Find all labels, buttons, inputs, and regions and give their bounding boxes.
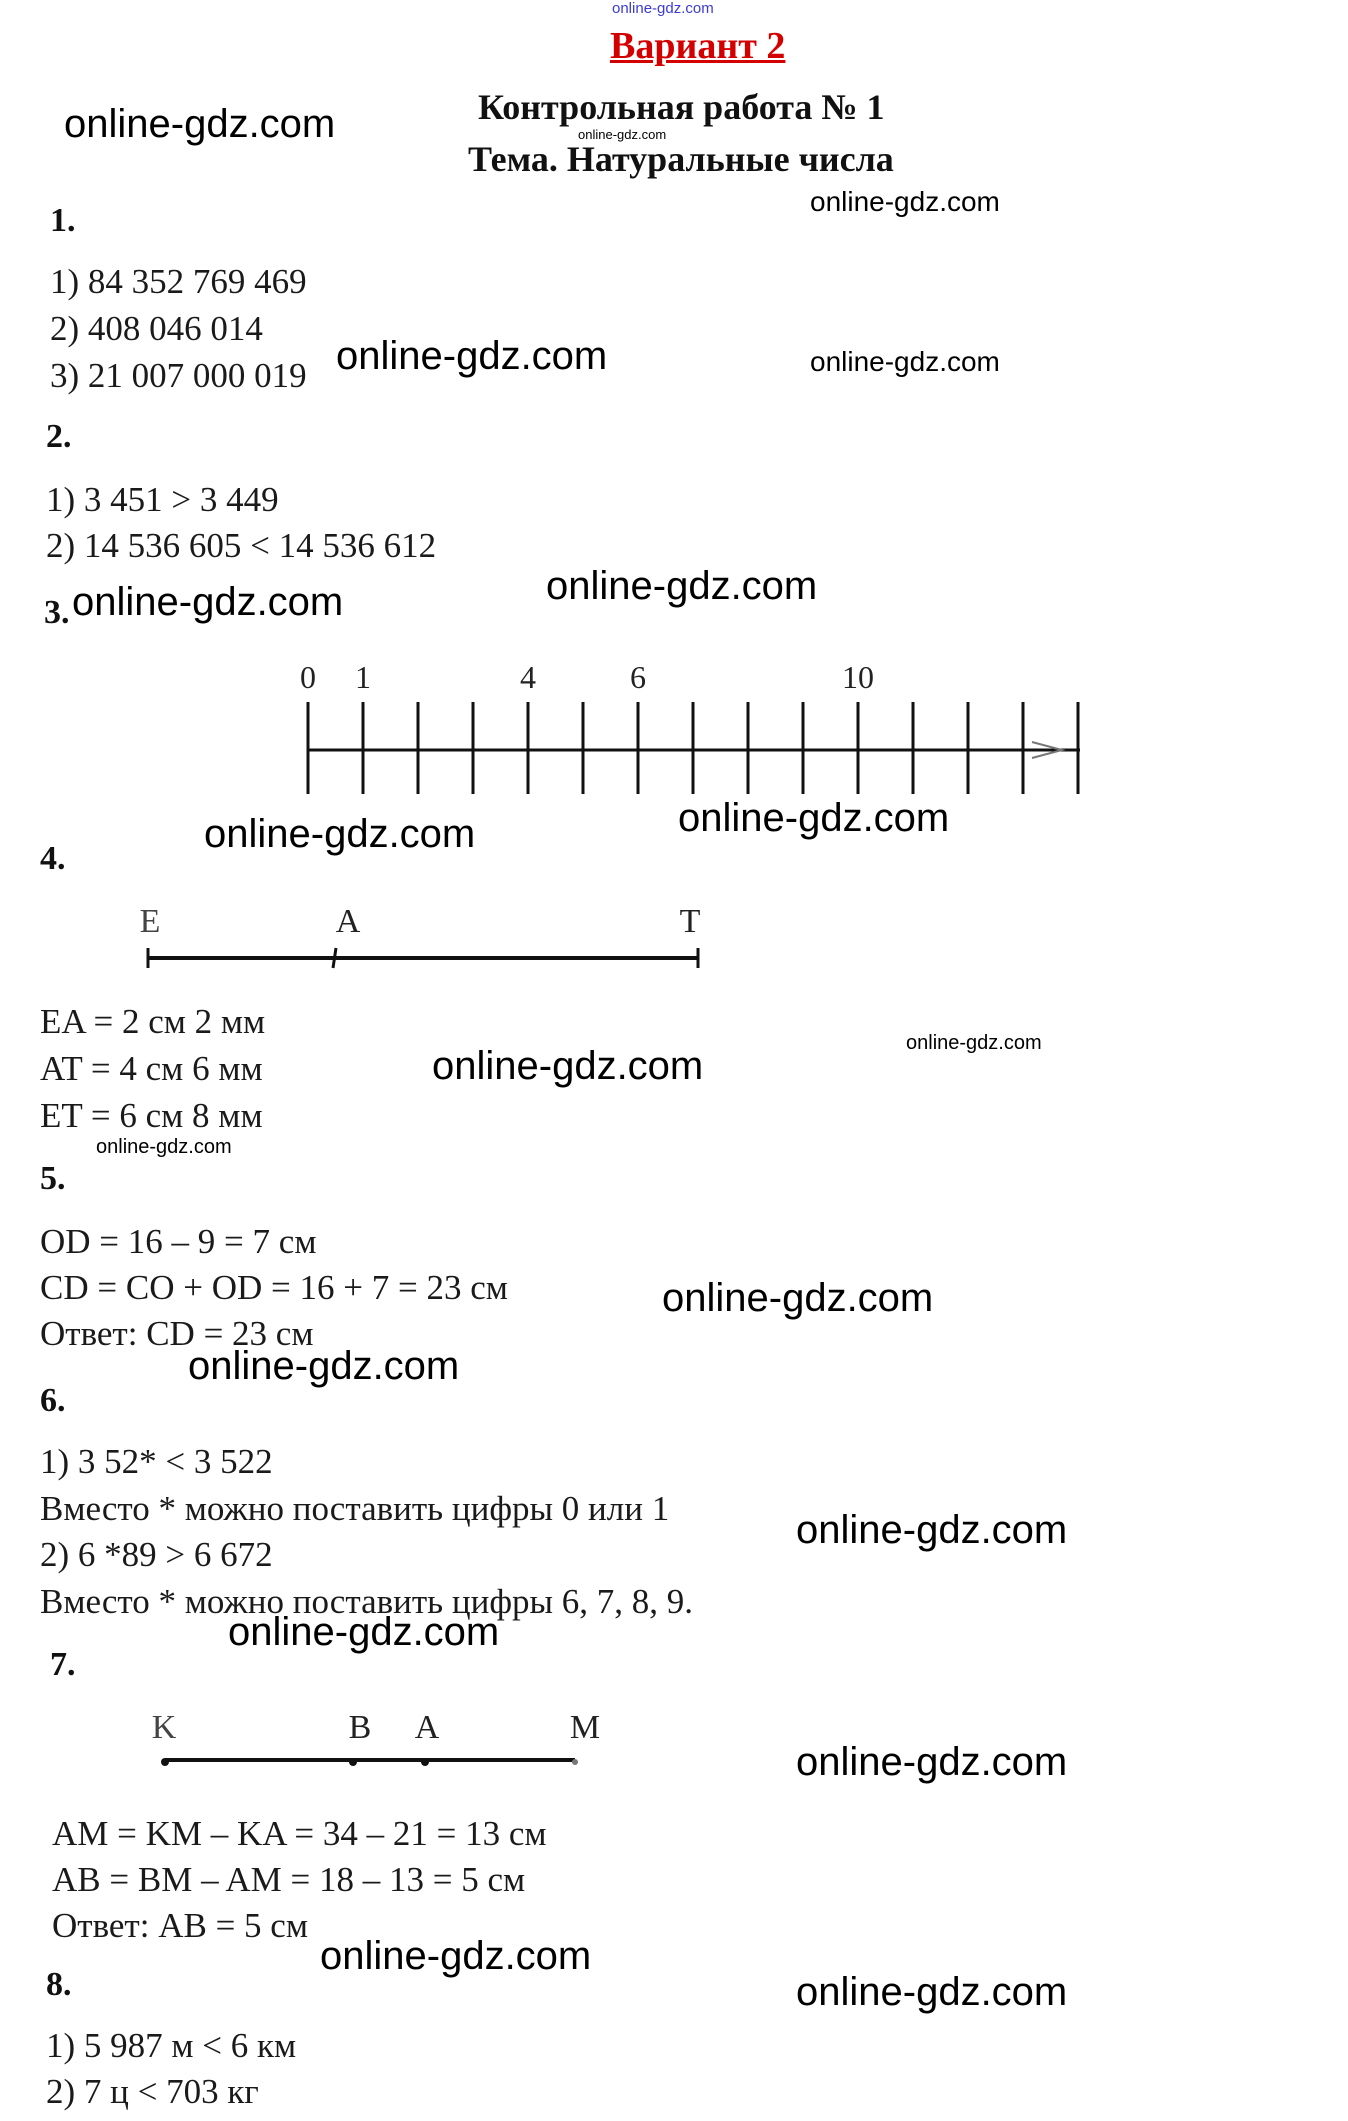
tick-label: 4 <box>520 659 536 695</box>
answer-line: 2) 14 536 605 < 14 536 612 <box>46 526 437 565</box>
task-number: 3. <box>44 594 70 631</box>
page-title: Контрольная работа № 1 <box>478 87 885 127</box>
task-number: 2. <box>46 418 72 455</box>
watermark: online-gdz.com <box>546 564 818 608</box>
watermark: online-gdz.com <box>72 580 344 624</box>
answer-line: AT = 4 см 6 мм <box>40 1049 263 1088</box>
number-line <box>290 650 1090 810</box>
point-mark <box>333 948 336 968</box>
point-label: B <box>348 1709 372 1746</box>
point-mark <box>421 1758 429 1766</box>
answer-line: Вместо * можно поставить цифры 6, 7, 8, 9. <box>40 1582 694 1621</box>
point-mark <box>161 1758 169 1766</box>
watermark: online-gdz.com <box>796 1508 1068 1552</box>
watermark: online-gdz.com <box>336 334 608 378</box>
answer-line: 1) 3 451 > 3 449 <box>46 480 279 519</box>
watermark-small: online-gdz.com <box>578 127 667 142</box>
answer-line: Ответ: CD = 23 см <box>40 1314 314 1353</box>
watermark: online-gdz.com <box>64 102 336 146</box>
tick-label: 6 <box>630 659 646 695</box>
task-number: 7. <box>50 1646 76 1683</box>
watermark: online-gdz.com <box>906 1032 1042 1054</box>
watermark: online-gdz.com <box>810 186 1000 217</box>
segment-ET <box>130 890 720 980</box>
tick-label: 1 <box>355 659 371 695</box>
watermark: online-gdz.com <box>432 1044 704 1088</box>
task-number: 8. <box>46 1966 72 2003</box>
point-mark <box>349 1758 357 1766</box>
watermark: online-gdz.com <box>188 1344 460 1388</box>
answer-line: Вместо * можно поставить цифры 0 или 1 <box>40 1489 670 1528</box>
answer-line: AM = KM – KA = 34 – 21 = 13 см <box>52 1814 547 1853</box>
point-label: M <box>569 1709 600 1746</box>
point-label: K <box>151 1709 177 1746</box>
task-number: 4. <box>40 840 66 877</box>
watermark: online-gdz.com <box>320 1934 592 1978</box>
answer-line: 1) 3 52* < 3 522 <box>40 1442 273 1481</box>
topic-title: Тема. Натуральные числа <box>468 139 894 179</box>
answer-line: ET = 6 см 8 мм <box>40 1096 263 1135</box>
point-label: A <box>335 903 361 940</box>
answer-line: CD = CO + OD = 16 + 7 = 23 см <box>40 1268 508 1307</box>
watermark: online-gdz.com <box>810 346 1000 377</box>
answer-line: 3) 21 007 000 019 <box>50 356 307 395</box>
answer-line: Ответ: AB = 5 см <box>52 1906 308 1945</box>
watermark: online-gdz.com <box>228 1610 500 1654</box>
task-number: 6. <box>40 1382 66 1419</box>
tick-label: 10 <box>842 659 874 695</box>
point-label: E <box>139 903 161 940</box>
answer-line: AB = BM – AM = 18 – 13 = 5 см <box>52 1860 526 1899</box>
answer-line: 1) 84 352 769 469 <box>50 262 307 301</box>
segment-KM <box>140 1698 600 1778</box>
watermark: online-gdz.com <box>678 796 950 840</box>
task-number: 1. <box>50 202 76 239</box>
tick-label: 0 <box>300 659 316 695</box>
answer-line: 2) 408 046 014 <box>50 309 263 348</box>
answer-line: 2) 7 ц < 703 кг <box>46 2072 259 2111</box>
answer-line: OD = 16 – 9 = 7 см <box>40 1222 317 1261</box>
point-mark <box>572 1759 578 1765</box>
watermark: online-gdz.com <box>796 1740 1068 1784</box>
variant-heading: Вариант 2 <box>610 25 786 67</box>
watermark: online-gdz.com <box>662 1276 934 1320</box>
watermark: online-gdz.com <box>204 812 476 856</box>
answer-line: EA = 2 см 2 мм <box>40 1002 266 1041</box>
answer-line: 1) 5 987 м < 6 км <box>46 2026 297 2065</box>
point-label: T <box>679 903 701 940</box>
watermark: online-gdz.com <box>796 1970 1068 2014</box>
watermark: online-gdz.com <box>96 1136 232 1158</box>
answer-line: 2) 6 *89 > 6 672 <box>40 1535 273 1574</box>
point-label: A <box>414 1709 440 1746</box>
task-number: 5. <box>40 1160 66 1197</box>
top-watermark: online-gdz.com <box>612 0 714 17</box>
